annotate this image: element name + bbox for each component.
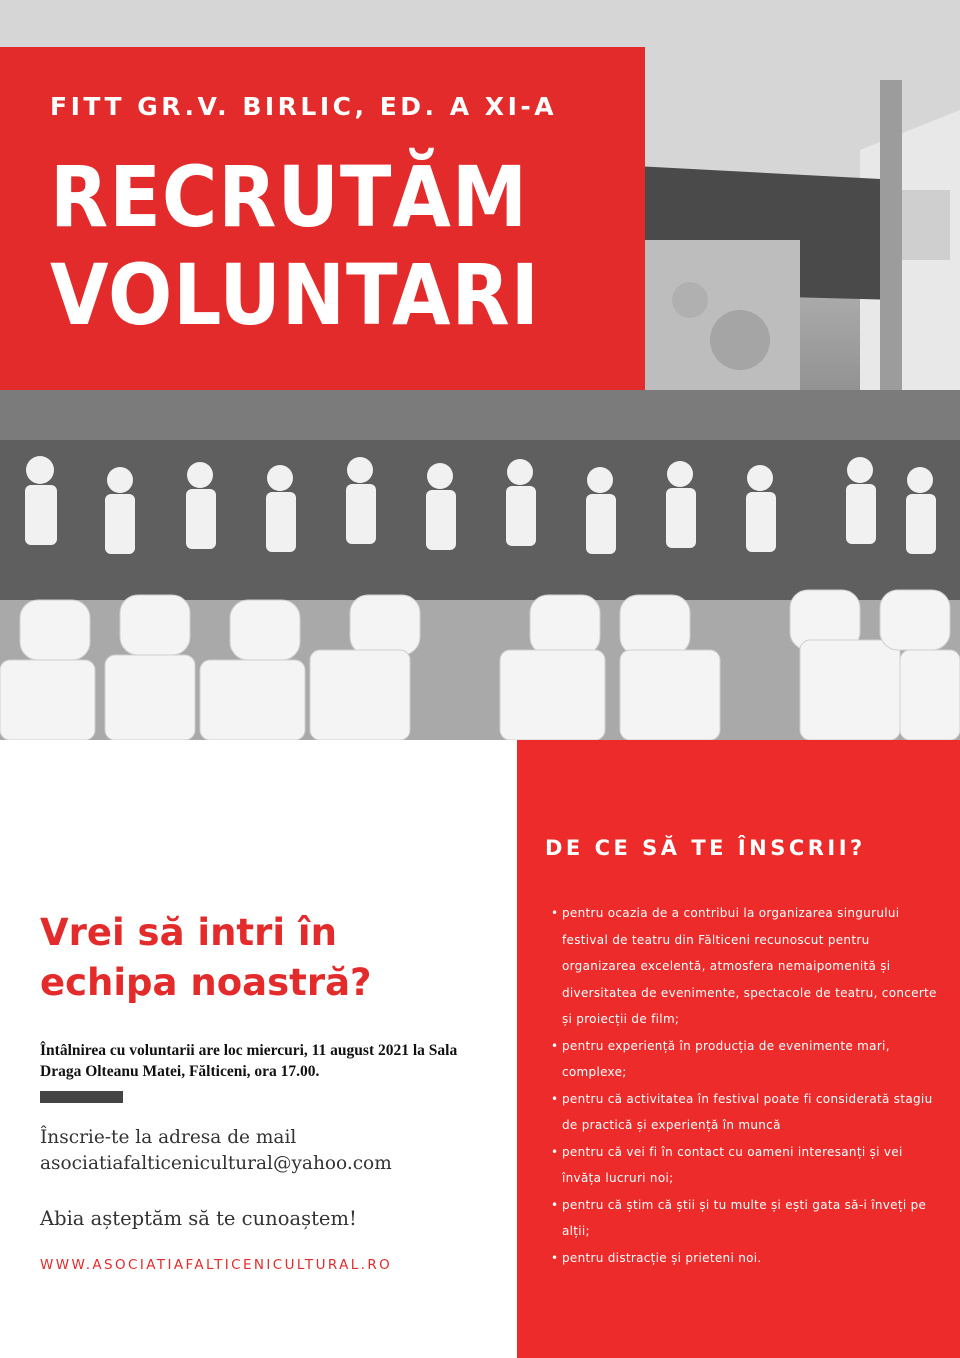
list-item: • pentru că știm că știi și tu multe și ești gata să-i înveți pe alții; [551,1192,941,1245]
list-item: • pentru că vei fi în contact cu oameni interesanți și vei învăța lucruri noi; [551,1139,941,1192]
headline-line-2: VOLUNTARI [50,246,540,344]
signup-info [40,1125,510,1177]
list-item: • pentru că activitatea în festival poate fi considerată stagiu de practică și experiență în muncă [551,1086,941,1139]
signup-text: Înscrie-te la adresa de mail [40,1127,297,1148]
headline [50,148,540,344]
headline-line-1: RECRUTĂM [50,148,529,246]
join-question: Vrei să intri în echipa noastră? [40,911,372,1004]
list-item: • pentru distracție și prieteni noi. [551,1245,941,1272]
closing-message: Abia așteptăm să te cunoaștem! [40,1207,357,1230]
list-item: • pentru ocazia de a contribui la organizarea singurului festival de teatru din Fălticeni recunoscut pentru organizarea excelentă, atmosfera nemaipomenită și diversitatea de evenimente, spectacole de teatru, concerte și proiecții de film; [551,900,941,1033]
meeting-details: Întâlnirea cu voluntarii are loc miercuri, 11 august 2021 la Sala Draga Olteanu Matei, Fălticeni, ora 17.00. [40,1042,458,1080]
event-kicker: FITT GR.V. BIRLIC, ED. A XI-A [50,92,558,121]
divider-bar [40,1091,123,1103]
reasons-title: DE CE SĂ TE ÎNSCRII? [545,836,866,860]
signup-email[interactable]: asociatiafalticenicultural@yahoo.com [40,1153,392,1174]
list-item: • pentru experiență în producția de evenimente mari, complexe; [551,1033,941,1086]
website-link[interactable]: WWW.ASOCIATIAFALTICENICULTURAL.RO [40,1257,393,1273]
reasons-list [551,900,941,1271]
